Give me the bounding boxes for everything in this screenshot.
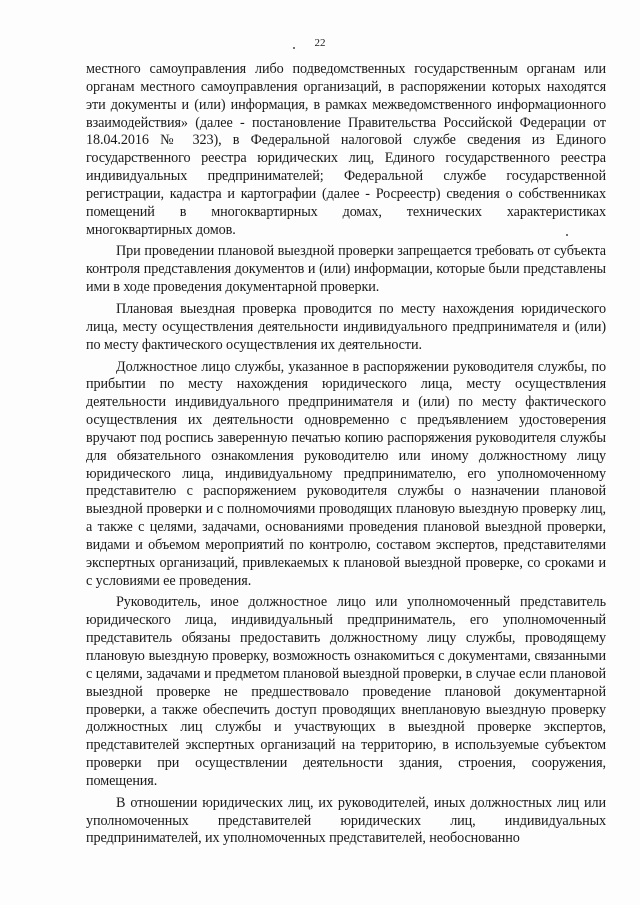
paragraph-document-request-ban: При проведении плановой выездной проверки запрещается требовать от субъекта контроля представления документов и (или) информации, которые были представлены ими в ходе проведения документарной проверки. — [86, 243, 606, 296]
scan-speck — [566, 234, 568, 236]
document-body — [86, 61, 606, 848]
paragraph-access-obligation: Руководитель, иное должностное лицо или уполномоченный представитель юридического лица, индивидуальный предприниматель, его уполномоченный представитель обязаны предоставить должностному лицу службы, проводящему плановую выездную проверку, возможность ознакомиться с документами, связанными с целями, задачами и предметом плановой выездной проверки, в случае если плановой выездной проверке не предшествовало проведение плановой документарной проверки, а также обеспечить доступ проводящих внеплановую выездную проверку должностных лиц службы и участвующих в выездной проверке экспертов, представителей экспертных организаций на территорию, в используемые субъектом проверки при осуществлении деятельности здания, строения, сооружения, помещения. — [86, 594, 606, 789]
paragraph-continuation: местного самоуправления либо подведомственных государственным органам или органам местного самоуправления организаций, в распоряжении которых находятся эти документы и (или) информация, в рамках межведомственного информационного взаимодействия» (далее - постановление Правительства Российской Федерации от 18.04.2016 № 323), в Федеральной налоговой службе сведения из Единого государственного реестра юридических лиц, Единого государственного реестра индивидуальных предпринимателей; Федеральной службе государственной регистрации, кадастра и картографии (далее - Росреестр) сведения о собственниках помещений в многоквартирных домах, технических характеристиках многоквартирных домов. — [86, 61, 606, 238]
scan-speck — [293, 47, 295, 49]
page-number: 22 — [314, 37, 326, 49]
paragraph-unjustified-obstruction: В отношении юридических лиц, их руководителей, иных должностных лиц или уполномоченных представителей юридических лиц, индивидуальных предпринимателей, их уполномоченных представителей, необоснованно — [86, 794, 606, 847]
paragraph-inspection-location: Плановая выездная проверка проводится по месту нахождения юридического лица, месту осуществления деятельности индивидуального предпринимателя и (или) по месту фактического осуществления их деятельности. — [86, 300, 606, 353]
paragraph-official-arrival: Должностное лицо службы, указанное в распоряжении руководителя службы, по прибытии по месту нахождения юридического лица, месту осуществления деятельности индивидуального предпринимателя и (или) по месту фактического осуществления их деятельности одновременно с предъявлением удостоверения вручают под роспись заверенную печатью копию распоряжения руководителя службы для обязательного ознакомления руководителю или иному должностному лицу юридического лица, индивидуальному предпринимателю, его уполномоченному представителю с распоряжением руководителя службы о назначении плановой выездной проверки и с полномочиями проводящих плановую выездную проверку лиц, а также с целями, задачами, основаниями проведения плановой выездной проверки, видами и объемом мероприятий по контролю, составом экспертов, представителями экспертных организаций, привлекаемых к плановой выездной проверке, со сроками и с условиями ее проведения. — [86, 358, 606, 589]
